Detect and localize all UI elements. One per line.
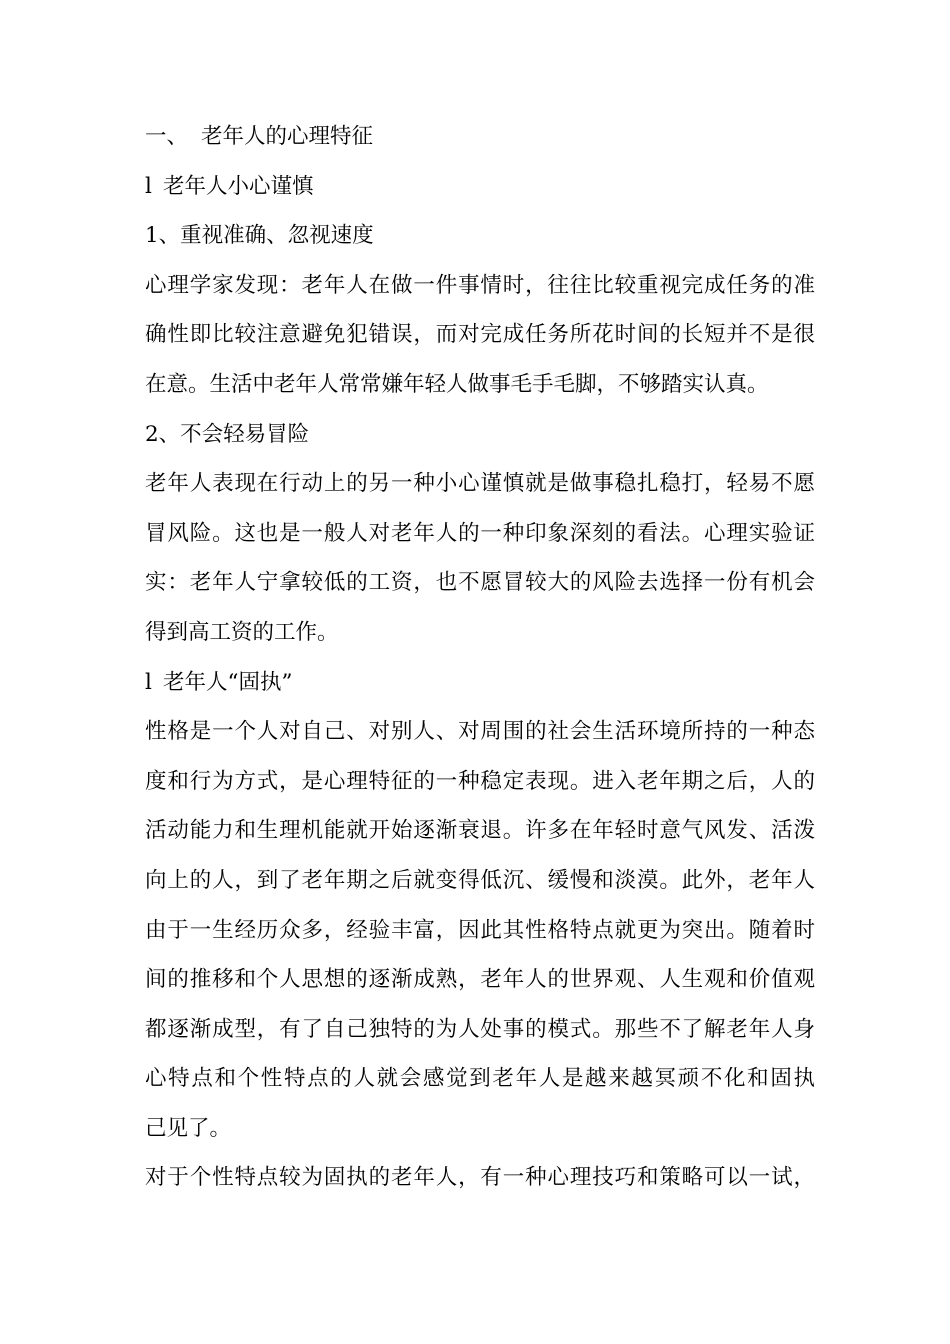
paragraph-2-line-4: 得到高工资的工作。 xyxy=(145,619,339,645)
subheading-2-title: 老年人“固执” xyxy=(163,669,293,695)
paragraph-2-line-1: 老年人表现在行动上的另一种小心谨慎就是做事稳扎稳打，轻易不愿 xyxy=(145,471,815,497)
subheading-2 xyxy=(145,658,815,708)
paragraph-1-line-1: 心理学家发现：老年人在做一件事情时，往往比较重视完成任务的准 xyxy=(145,272,815,298)
bullet-marker: l xyxy=(145,669,152,695)
paragraph-2-line-3: 实：老年人宁拿较低的工资，也不愿冒较大的风险去选择一份有机会 xyxy=(145,570,815,596)
section-number: 一、 xyxy=(145,124,189,149)
paragraph-3-line-1: 性格是一个人对自己、对别人、对周围的社会生活环境所持的一种态 xyxy=(145,719,815,745)
paragraph-1-line-2: 确性即比较注意避免犯错误，而对完成任务所花时间的长短并不是很 xyxy=(145,322,815,348)
paragraph-3-line-8: 心特点和个性特点的人就会感觉到老年人是越来越冥顽不化和固执 xyxy=(145,1066,815,1092)
paragraph-3-line-5: 由于一生经历众多，经验丰富，因此其性格特点就更为突出。随着时 xyxy=(145,917,815,943)
item-2-title: 2、不会轻易冒险 xyxy=(145,421,310,447)
paragraph-3-line-9: 己见了。 xyxy=(145,1115,232,1141)
item-1-title: 1、重视准确、忽视速度 xyxy=(145,223,374,249)
paragraph-3-line-2: 度和行为方式，是心理特征的一种稳定表现。进入老年期之后，人的 xyxy=(145,768,815,794)
section-heading xyxy=(145,112,815,162)
paragraph-3-line-7: 都逐渐成型，有了自己独特的为人处事的模式。那些不了解老年人身 xyxy=(145,1016,815,1042)
document-body xyxy=(145,112,815,1203)
paragraph-3-line-4: 向上的人，到了老年期之后就变得低沉、缓慢和淡漠。此外，老年人 xyxy=(145,867,815,893)
bullet-marker: l xyxy=(145,173,152,199)
subheading-1 xyxy=(145,162,815,212)
paragraph-4-line-1: 对于个性特点较为固执的老年人，有一种心理技巧和策略可以一试， xyxy=(145,1165,815,1191)
paragraph-3-line-3: 活动能力和生理机能就开始逐渐衰退。许多在年轻时意气风发、活泼 xyxy=(145,818,815,844)
paragraph-2-line-2: 冒风险。这也是一般人对老年人的一种印象深刻的看法。心理实验证 xyxy=(145,520,815,546)
section-title: 老年人的心理特征 xyxy=(201,124,374,149)
paragraph-1-line-3: 在意。生活中老年人常常嫌年轻人做事毛手毛脚，不够踏实认真。 xyxy=(145,371,769,397)
subheading-1-title: 老年人小心谨慎 xyxy=(163,173,314,199)
paragraph-3-line-6: 间的推移和个人思想的逐渐成熟，老年人的世界观、人生观和价值观 xyxy=(145,967,815,993)
